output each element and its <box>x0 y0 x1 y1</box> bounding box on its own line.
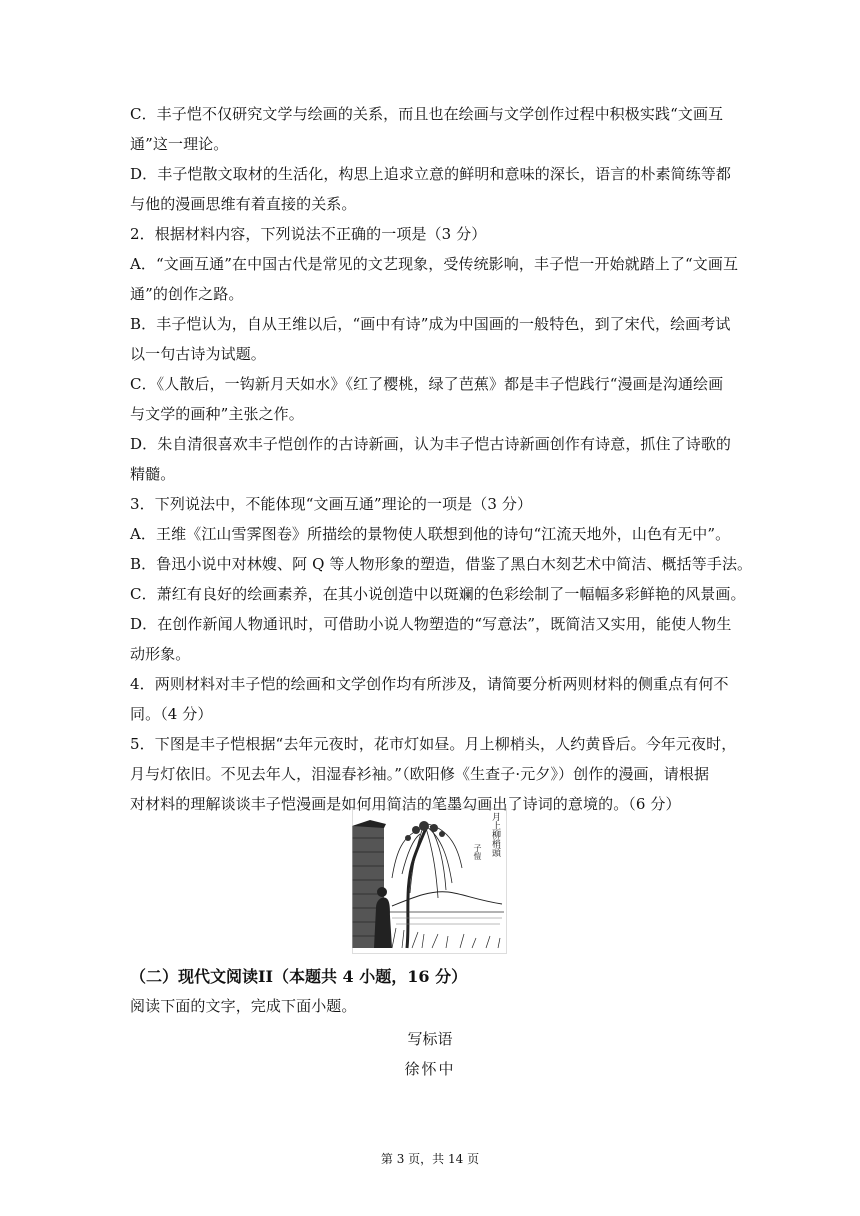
q5-line1: 5．下图是丰子恺根据“去年元夜时，花市灯如昼。月上柳梢头，人约黄昏后。今年元夜时， <box>130 735 737 753</box>
q3-option-b: B．鲁迅小说中对林嫂、阿 Q 等人物形象的塑造，借鉴了黑白木刻艺术中简洁、概括等手法。 <box>130 555 753 573</box>
page-footer: 第 3 页，共 14 页 <box>380 1152 480 1166</box>
cartoon-inscription: 月上柳梢頭 <box>490 812 500 857</box>
q5-line2: 月与灯依旧。不见去年人，泪湿春衫袖。”（欧阳修《生查子·元夕》）创作的漫画，请根据 <box>130 765 710 783</box>
q2-option-d-line2: 精髓。 <box>130 465 176 483</box>
q4-line1: 4．两则材料对丰子恺的绘画和文学创作均有所涉及，请简要分析两则材料的侧重点有何不 <box>130 675 729 693</box>
q3-stem: 3．下列说法中，不能体现“文画互通”理论的一项是（3 分） <box>130 495 533 513</box>
q3-option-c: C．萧红有良好的绘画素养，在其小说创造中以斑斓的色彩绘制了一幅幅多彩鲜艳的风景画。 <box>130 585 746 603</box>
q2-option-b-line1: B．丰子恺认为，自从王维以后，“画中有诗”成为中国画的一般特色，到了宋代，绘画考试 <box>130 315 731 333</box>
cartoon-illustration <box>352 808 507 954</box>
q1-option-d-line2: 与他的漫画思维有着直接的关系。 <box>130 195 357 213</box>
q2-option-c-line1: C．《人散后，一钩新月天如水》《红了樱桃，绿了芭蕉》都是丰子恺践行“漫画是沟通绘画 <box>130 375 724 393</box>
q2-option-b-line2: 以一句古诗为试题。 <box>130 345 266 363</box>
q3-option-d-line1: D．在创作新闻人物通讯时，可借助小说人物塑造的“写意法”，既简洁又实用，能使人物生 <box>130 615 732 633</box>
q1-option-c-line1: C．丰子恺不仅研究文学与绘画的关系，而且也在绘画与文学创作过程中积极实践“文画互 <box>130 105 724 123</box>
q1-option-c-line2: 通”这一理论。 <box>130 135 229 153</box>
q2-option-a-line1: A．“文画互通”在中国古代是常见的文艺现象，受传统影响，丰子恺一开始就踏上了“文画互 <box>130 255 739 273</box>
q2-stem: 2．根据材料内容，下列说法不正确的一项是（3 分） <box>130 225 487 243</box>
article-title: 写标语 <box>407 1030 453 1048</box>
q2-option-d-line1: D．朱自清很喜欢丰子恺创作的古诗新画，认为丰子恺古诗新画创作有诗意，抓住了诗歌的 <box>130 435 732 453</box>
q2-option-a-line2: 通”的创作之路。 <box>130 285 244 303</box>
section-heading: （二）现代文阅读II（本题共 4 小题，16 分） <box>130 967 468 986</box>
q4-line2: 同。（4 分） <box>130 705 213 723</box>
q3-option-a: A．王维《江山雪霁图卷》所描绘的景物使人联想到他的诗句“江流天地外，山色有无中”。 <box>130 525 731 543</box>
q1-option-d-line1: D．丰子恺散文取材的生活化，构思上追求立意的鲜明和意味的深长，语言的朴素简练等都 <box>130 165 732 183</box>
article-author: 徐怀中 <box>404 1060 456 1078</box>
q5-line3: 对材料的理解谈谈丰子恺漫画是如何用简洁的笔墨勾画出了诗词的意境的。（6 分） <box>130 795 681 813</box>
reading-instruction: 阅读下面的文字，完成下面小题。 <box>130 997 357 1015</box>
cartoon-signature: 子愷 <box>473 844 482 860</box>
q2-option-c-line2: 与文学的画种”主张之作。 <box>130 405 304 423</box>
q3-option-d-line2: 动形象。 <box>130 645 191 663</box>
